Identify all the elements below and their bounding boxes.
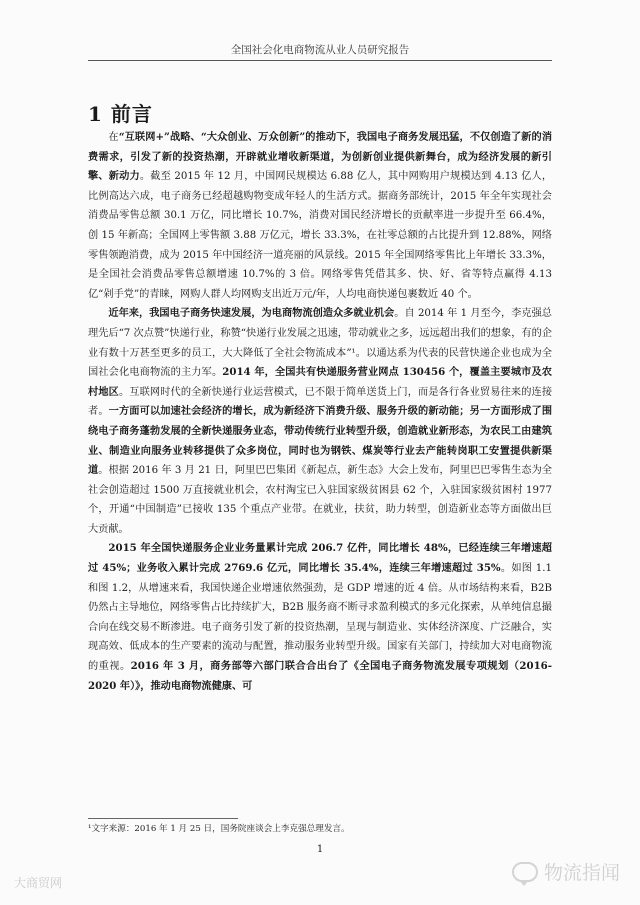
bold-text-run: 2016 年 3 月，商务部等六部门联合合出台了《全国电子商务物流发展专项规划（2016-2020 年）》，推动电商物流健康、可 [88, 660, 552, 692]
header-divider [88, 60, 552, 61]
text-run: 。截至 2015 年 12 月，中国网民规模达 6.88 亿人，其中网购用户规模达到 4.13 亿人，比例高达六成，电子商务已经超越购物变成年轻人的生活方式。据商务部统计，2015 年全年实现社会消费品零售总额 30.1 万亿，同比增长 10.7%，消费对国民经济增长的贡献率进一步提升至 66.4%，创 15 年新高；全国网上零售额 3.88 万亿元，增长 33.3%，在社零总额的占比提升到 12.88%，网络零售领跑消费，成为 2015 年中国经济一道亮丽的风景线。2015 年全国网络零售比上年增长 33.3%，是全国社会消费品零售总额增速 10.7%的 3 倍。网络零售凭借其多、快、好、省等特点赢得 4.13 亿“剁手党”的青睐，网购人群人均网购支出近万元/年，人均电商快递包裹数近 40 个。 [88, 171, 553, 300]
text-run: 。根据 2016 年 3 月 21 日，阿里巴巴集团《新起点，新生态》大会上发布，阿里巴巴零售生态为全社会创造超过 1500 万直接就业机会，农村淘宝已入驻国家级贫困县 62 个，入驻国家级贫困村 1977 个，开通“中国制造”已接收 135 个重点产业带。在就业，扶贫，助力转型，创造新业态等方面做出巨大贡献。 [88, 465, 552, 535]
bold-text-run: 一方面可以加速社会经济的增长，成为新经济下消费升级、服务升级的新动能；另一方面形成了围绕电子商务蓬勃发展的全新快递服务业态，带动传统行业转型升级，创造就业新形态，为农民工由建筑业、制造业向服务业转移提供了众多岗位，同时也为钢铁、煤炭等行业去产能转岗职工安置提供新渠道 [88, 405, 553, 477]
watermark-left: 大商贸网 [14, 876, 63, 890]
bold-text-run: 2014 年，全国共有快递服务营业网点 130456 个，覆盖主要城市及农村地区 [88, 366, 552, 398]
text-run: 。如图 1.1 和图 1.2，从增速来看，我国快递企业增速依然强劲，是 GDP 增速的近 4 倍。从市场结构来看，B2B 仍然占主导地位，网络零售占比持续扩大，B2B 服务商不断寻求盈利模式的多元化探索，从单纯信息撮合向在线交易不断渗进。电子商务引发了新的投资热潮，呈现与制造业、实体经济深度、广泛融合，实现高效、低成本的生产要素的流动与配置，推动服务业转型升级。国家有关部门，持续加大对电商物流的重视。 [88, 563, 552, 673]
paragraph [88, 128, 552, 304]
bold-text-run: 近年来，我国电子商务快速发展，为电商物流创造众多就业机会 [108, 307, 395, 320]
section-title: 1 前言 [88, 102, 153, 126]
bold-text-run: “互联网+”战略、“大众创业、万众创新”的推动下，我国电子商务发展迅猛，不仅创造了新的消费需求，引发了新的投资热潮，开辟就业增收新渠道，为创新创业提供新舞台，成为经济发展的新引擎、新动力 [88, 131, 553, 183]
bold-text-run: 2015 年全国快递服务企业业务量累计完成 206.7 亿件，同比增长 48%，已经连续三年增速超过 45%；业务收入累计完成 2769.6 亿元，同比增长 35.4%，连续三年增速超过 35% [88, 542, 552, 575]
page-number: 1 [316, 844, 324, 855]
paragraph [88, 304, 552, 539]
chat-bubble-icon [512, 862, 538, 882]
text-run: 。自 2014 年 1 月至今，李克强总理先后“7 次点赞”快递行业，称赞“快递行业发展之迅速，带动就业之多，远远超出我们的想象，有的企业有数十万甚至更多的员工，大大降低了全社会物流成本”¹。以通达系为代表的民营快递企业也成为全国社会化电商物流的主力军。 [88, 308, 552, 379]
footnote: ¹文字来源：2016 年 1 月 25 日，国务院座谈会上李克强总理发言。 [88, 824, 350, 834]
footnote-divider [88, 818, 238, 819]
running-header: 全国社会化电商物流从业人员研究报告 [230, 44, 410, 56]
watermark-right-label: 物流指闻 [543, 862, 620, 884]
watermark-right [512, 858, 620, 885]
paragraph [88, 539, 552, 696]
body-text [88, 128, 552, 696]
text-run: 在 [108, 132, 119, 143]
text-run: 。互联网时代的全新快递行业运营模式，已不限于简单送货上门，而是各行各业贸易往来的连接者。 [88, 386, 553, 418]
